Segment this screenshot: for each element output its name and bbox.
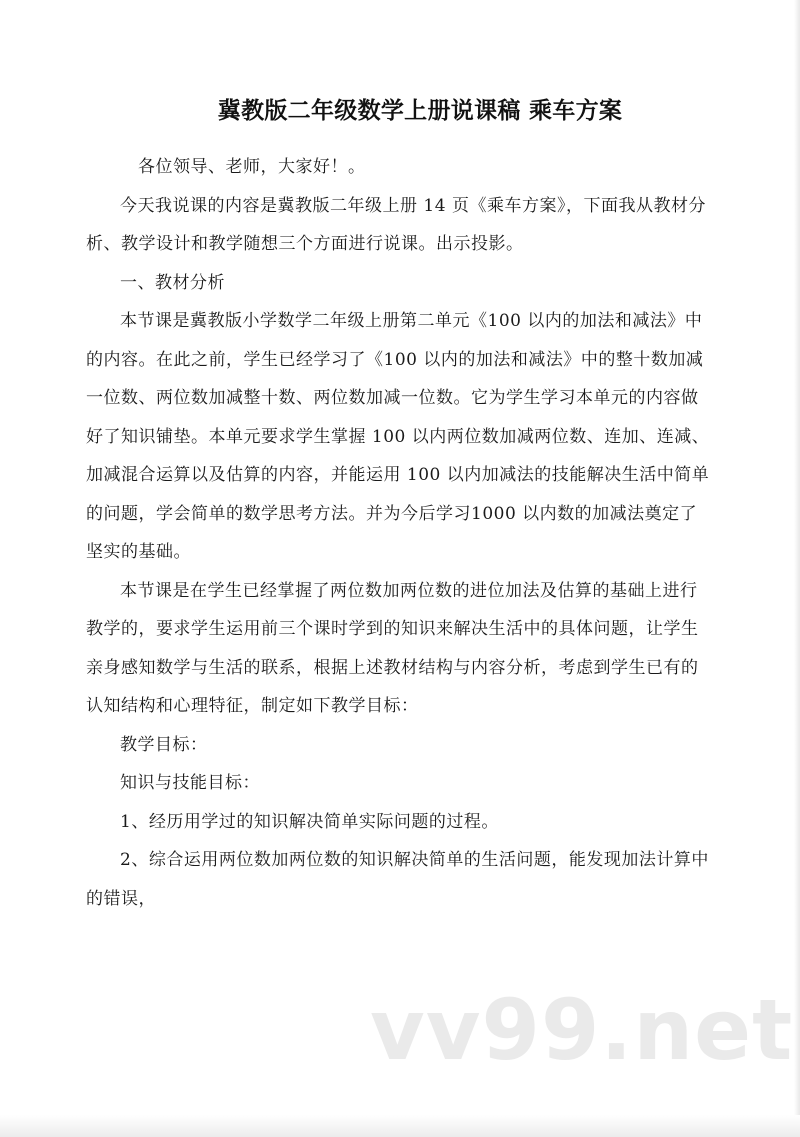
paragraph-introduction: 今天我说课的内容是冀教版二年级上册 14 页《乘车方案》，下面我从教材分析、教学设计和教学随想三个方面进行说课。出示投影。 [86, 195, 706, 254]
document-title: 冀教版二年级数学上册说课稿 乘车方案 [217, 98, 623, 124]
goal-item-1: 1、经历用学过的知识解决简单实际问题的过程。 [120, 811, 499, 832]
document-body [86, 148, 714, 918]
paragraph-lesson-basis: 本节课是在学生已经掌握了两位数加两位数的进位加法及估算的基础上进行教学的，要求学生运用前三个课时学到的知识来解决生活中的具体问题，让学生亲身感知数学与生活的联系，根据上述教材结构与内容分析，考虑到学生已有的认知结构和心理特征，制定如下教学目标： [86, 580, 699, 716]
watermark-text: vv99.net [370, 981, 794, 1079]
goal-item-2: 2、综合运用两位数加两位数的知识解决简单的生活问题，能发现加法计算中的错误， [86, 850, 709, 909]
section-heading-material-analysis: 一、教材分析 [120, 272, 225, 293]
heading-teaching-goals: 教学目标： [120, 734, 208, 755]
page-edge-right [794, 0, 800, 1137]
paragraph-greeting: 各位领导、老师，大家好！。 [138, 157, 366, 177]
heading-knowledge-skill-goals: 知识与技能目标： [120, 773, 260, 793]
page-edge-bottom [0, 1115, 800, 1137]
paragraph-unit-content: 本节课是冀教版小学数学二年级上册第二单元《100 以内的加法和减法》中的内容。在此之前，学生已经学习了《100 以内的加法和减法》中的整十数加减一位数、两位数加减整十数、两位数加减一位数。它为学生学习本单元的内容做好了知识铺垫。本单元要求学生掌握 100 以内两位数加减两位数、连加、连减、加减混合运算以及估算的内容，并能运用 100 以内加减法的技能解决生活中简单的问题，学会简单的数学思考方法。并为今后学习1000 以内数的加减法奠定了坚实的基础。 [86, 311, 710, 562]
